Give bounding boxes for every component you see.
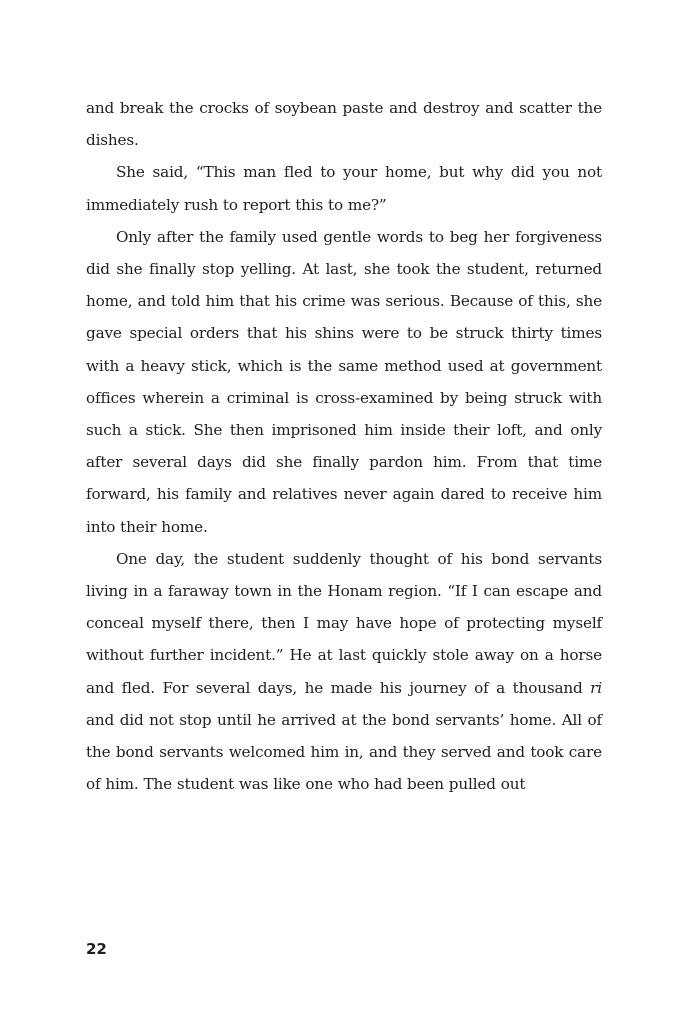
- paragraph-3: Only after the family used gentle words to beg her forgiveness did she finally stop yelling. At last, she took the student, returned home, and told him that his crime was serious. Because of this, she gave special orders that his shins were to be struck thirty times with a heavy stick, which is the same method used at government offices wherein a criminal is cross-examined by being struck with such a stick. She then imprisoned him inside their loft, and only after several days did she finally pardon him. From that time forward, his family and relatives never again dared to receive him into their home.: [86, 227, 602, 536]
- paragraph-4-text-before: One day, the student suddenly thought of his bond servants living in a faraway town in the Honam region. “If I can escape and conceal myself there, then I may have hope of protecting myself without further incident.” He at last quickly stole away on a horse and fled. For several days, he made his journey of a thousand: [86, 549, 602, 697]
- paragraph-1: and break the crocks of soybean paste and destroy and scatter the dishes.: [86, 99, 602, 150]
- paragraph-4-italic-term: ri: [590, 678, 602, 697]
- paragraph-4-text-after: and did not stop until he arrived at the bond servants’ home. All of the bond servants welcomed him in, and they served and took care of him. The student was like one who had been pulled out: [86, 710, 602, 794]
- page-number: 22: [86, 940, 107, 958]
- paragraph-4: [86, 543, 602, 801]
- paragraph-2: She said, “This man fled to your home, but why did you not immediately rush to report this to me?”: [86, 163, 602, 214]
- body-text: [86, 92, 602, 800]
